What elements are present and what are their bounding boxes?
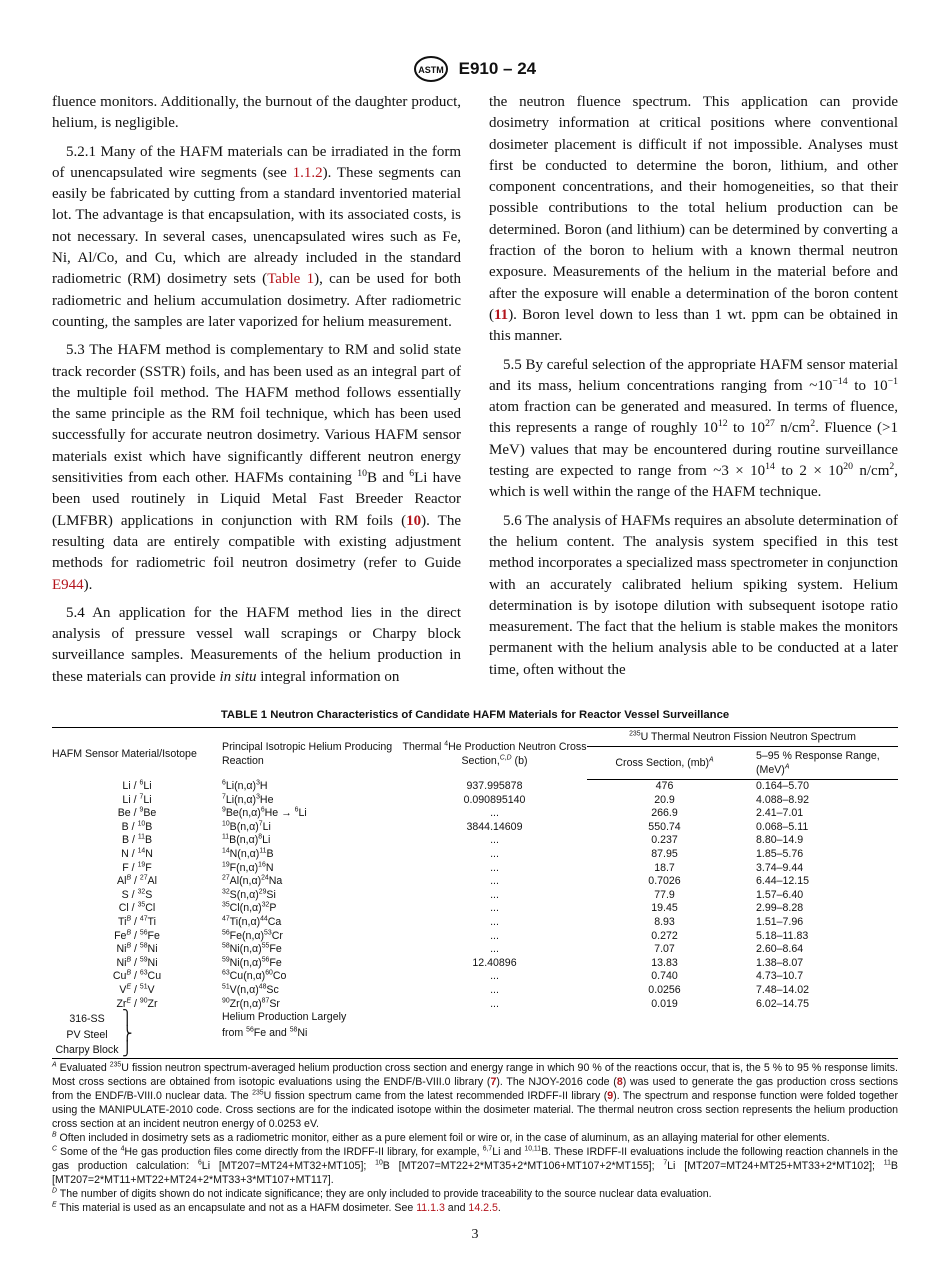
cell-material: B / $^{10}$B xyxy=(121,820,153,833)
cell-thermal-cross-section: ... xyxy=(490,970,499,983)
cell-thermal-cross-section: 937.995878 xyxy=(466,779,523,792)
cell-fission-cross-section: 0.740 xyxy=(651,970,678,983)
cell-fission-cross-section: 0.272 xyxy=(651,929,678,942)
cross-reference-link[interactable]: 9 xyxy=(607,1089,614,1102)
cell-reaction: $^7Li(n,\alpha)^3He$ xyxy=(222,793,274,806)
cell-empty xyxy=(587,1042,742,1058)
cell-material: Be / $^9$Be xyxy=(117,806,157,820)
cross-reference-link[interactable]: 11 xyxy=(494,306,509,323)
cell-empty xyxy=(742,1011,898,1027)
cell-material: Li / $^6$Li xyxy=(122,778,152,792)
cell-material: S / $^{32}$S xyxy=(121,888,153,901)
cell-fission-cross-section: 7.07 xyxy=(654,943,675,956)
cell-reaction: Helium Production Largely xyxy=(222,1011,347,1024)
cell-reaction: $^{32}S(n,\alpha)^{29}Si$ xyxy=(222,888,276,901)
cell-fission-cross-section: 550.74 xyxy=(648,820,681,833)
cell-response-range: 3.74–9.44 xyxy=(756,861,804,874)
cell-thermal-cross-section: ... xyxy=(490,861,499,874)
cell-response-range: 6.44–12.15 xyxy=(756,875,810,888)
cell-reaction xyxy=(222,1042,402,1058)
cell-material: $Fe^B / ^{56}Fe$ xyxy=(114,929,160,942)
cell-reaction: $^{56}Fe(n,\alpha)^{53}Cr$ xyxy=(222,929,283,942)
cell-thermal-cross-section: 12.40896 xyxy=(472,956,517,969)
cell-response-range: 5.18–11.83 xyxy=(756,929,809,942)
table-row-group xyxy=(52,1027,898,1043)
cell-response-range: 2.99–8.28 xyxy=(756,902,804,915)
cell-material: $Ti^B / ^{47}Ti$ xyxy=(118,915,156,928)
cell-reaction: $^9Be(n,\alpha)^6He \to ^6Li$ xyxy=(222,806,307,820)
cell-response-range: 2.60–8.64 xyxy=(756,943,804,956)
cell-response-range: 4.088–8.92 xyxy=(756,793,810,806)
footnote: $^B$ Often included in dosimetry sets as a radiometric monitor, either as a pure element foil or wire or, in the case of aluminum, as an allaying material for other elements. xyxy=(52,1131,830,1144)
cross-reference-link[interactable]: E944 xyxy=(52,576,84,593)
table-row xyxy=(52,875,898,889)
cell-fission-cross-section: 476 xyxy=(655,780,674,793)
cross-reference-link[interactable]: 8 xyxy=(616,1075,623,1088)
cell-material: $Ni^B / ^{58}Ni$ xyxy=(116,942,158,956)
cell-material: $V^E / ^{51}V$ xyxy=(119,983,155,996)
cell-reaction: $^{51}V(n,\alpha)^{48}Sc$ xyxy=(222,983,279,996)
cell-response-range: 0.164–5.70 xyxy=(756,780,810,793)
page-header xyxy=(52,56,898,86)
cell-response-range: 6.02–14.75 xyxy=(756,997,810,1010)
cell-thermal-cross-section: 0.090895140 xyxy=(463,793,526,806)
cell-reaction: $^{35}Cl(n,\alpha)^{32}P$ xyxy=(222,901,277,915)
table-row-group xyxy=(52,1042,898,1058)
cell-reaction: $^6Li(n,\alpha)^3H$ xyxy=(222,778,268,792)
table-row xyxy=(52,943,898,957)
cell-empty xyxy=(402,1011,587,1027)
table-row xyxy=(52,780,898,794)
table-footnotes xyxy=(52,1061,898,1215)
right-column xyxy=(489,92,898,688)
paragraph: 5.6 The analysis of HAFMs requires an absolute determination of the helium content. The analysis system specified in this test method incorporates a specialized mass spectrometer in conjunction with an accurately calibrated helium spiking system. Helium determination is by isotope dilution with subsequent isotope ratio measurement. The fact that the helium is stable makes the monitors permanent with the helium analysis able to be conducted at a later time, often without the xyxy=(489,512,898,678)
cell-thermal-cross-section: ... xyxy=(490,807,499,820)
cell-response-range: 8.80–14.9 xyxy=(756,834,804,847)
table-row xyxy=(52,998,898,1012)
footnote: $^A$ Evaluated $^{235}$U fission neutron spectrum-averaged helium production cross section and energy range in which 90 % of the reactions occur, that is, the 5 % to 95 % response limits. Most cross sections are obtained from isotopic evaluations using the ENDF/B-VIII.0 library (7). The NJOY-2016 code (8) was used to generate the gas production cross sections from the ENDF/B-VIII.0 nuclear data. The $^{235}$U fission spectrum came from the latest recommended IRDFF-II library (9). The spectrum and response function were folded together using the MANIPULATE-2010 code. Cross sections are for the indicated isotope within the dosimeter material. The thermal neutron cross section represents the helium production cross section at an incident neutron energy of 0.0253 eV. xyxy=(52,1061,899,1130)
cell-response-range: 1.85–5.76 xyxy=(756,847,804,860)
cell-material: $Al^B / ^{27}Al$ xyxy=(117,874,157,888)
cell-fission-cross-section: 0.7026 xyxy=(648,875,681,888)
cell-material: F / $^{19}$F xyxy=(122,861,152,874)
table-row xyxy=(52,848,898,862)
cross-reference-link[interactable]: 14.2.5 xyxy=(468,1201,498,1214)
cell-material: Li / $^7$Li xyxy=(122,793,152,806)
col-header-spectrum: $^{235}$U Thermal Neutron Fission Neutron Spectrum xyxy=(587,728,898,747)
col-header-cross-section: Cross Section, (mb)$^A$ xyxy=(587,747,742,780)
table-row xyxy=(52,807,898,821)
cell-reaction: $^{58}Ni(n,\alpha)^{55}Fe$ xyxy=(222,942,282,956)
table-row xyxy=(52,834,898,848)
table-row xyxy=(52,902,898,916)
cell-fission-cross-section: 0.237 xyxy=(651,834,678,847)
table-row xyxy=(52,984,898,998)
cell-material: Cl / $^{35}$Cl xyxy=(118,901,156,915)
cell-thermal-cross-section: ... xyxy=(490,997,499,1010)
cell-fission-cross-section: 19.45 xyxy=(651,902,678,915)
cross-reference-link[interactable]: 1.1.2 xyxy=(292,164,323,181)
cell-fission-cross-section: 13.83 xyxy=(651,956,678,969)
cell-reaction: $^{11}B(n,\alpha)^8Li$ xyxy=(222,833,271,847)
cell-empty xyxy=(587,1027,742,1043)
cell-empty xyxy=(742,1027,898,1043)
table-row xyxy=(52,970,898,984)
cell-fission-cross-section: 0.019 xyxy=(651,997,678,1010)
cell-reaction: $^{14}N(n,\alpha)^{11}B$ xyxy=(222,847,274,860)
paragraph: 5.2.1 Many of the HAFM materials can be irradiated in the form of unencapsulated wire segments (see 1.1.2). These segments can easily be fabricated by cutting from a standard inventoried material lot. The advantage is that encapsulation, with its associated costs, is not necessary. In several cases, unencapsulated wires such as Fe, Ni, Al/Co, and Cu, which are already included in the standard radiometric (RM) dosimetry sets (Table 1), can be used for both radiometric and helium accumulation dosimetry. After radiometric counting, the samples are later vaporized for helium measurement. xyxy=(52,143,461,330)
cell-reaction: $^{90}Zr(n,\alpha)^{87}Sr$ xyxy=(222,996,280,1010)
table-1 xyxy=(52,709,898,1215)
cell-fission-cross-section: 20.9 xyxy=(654,793,675,806)
cell-thermal-cross-section: ... xyxy=(490,875,499,888)
cell-thermal-cross-section: ... xyxy=(490,943,499,956)
cell-reaction: $^{27}Al(n,\alpha)^{24}Na$ xyxy=(222,874,283,888)
cell-thermal-cross-section: ... xyxy=(490,983,499,996)
footnote: $^C$ Some of the $^4$He gas production files come directly from the IRDFF-II library, for example, $^{6,7}$Li and $^{10,11}$B. These IRDFF-II evaluations include the following reaction channels in the gas production calculation: $^6$Li [MT207=MT24+MT32+MT105]; $^{10}$B [MT207=MT22+2*MT35+2*MT106+MT107+2*MT155]; $^7$Li [MT207=MT24+MT25+MT33+2*MT102]; $^{11}$B [MT207=2*MT11+MT22+MT24+2*MT33+3*MT107+MT117]. xyxy=(52,1145,898,1186)
cross-reference-link[interactable]: 7 xyxy=(490,1075,497,1088)
cell-response-range: 1.57–6.40 xyxy=(756,888,804,901)
cell-thermal-cross-section: ... xyxy=(490,915,499,928)
cell-fission-cross-section: 87.95 xyxy=(651,847,678,860)
cell-response-range: 7.48–14.02 xyxy=(756,983,810,996)
cell-thermal-cross-section: ... xyxy=(490,902,499,915)
cell-thermal-cross-section: ... xyxy=(490,847,499,860)
cell-fission-cross-section: 0.0256 xyxy=(648,983,681,996)
table-row-group xyxy=(52,1011,898,1027)
group-material: Charpy Block xyxy=(55,1044,119,1057)
col-header-reaction: Principal Isotropic Helium Producing Reaction xyxy=(222,728,402,780)
table-row xyxy=(52,862,898,876)
paragraph: 5.4 An application for the HAFM method lies in the direct analysis of pressure vessel wall scrapings or Charpy block surveillance samples. Measurements of the helium production in these materials can provide in situ integral information on xyxy=(52,604,461,685)
cross-reference-link[interactable]: 11.1.3 xyxy=(416,1201,445,1214)
table-title: TABLE 1 Neutron Characteristics of Candidate HAFM Materials for Reactor Vessel Surveillance xyxy=(220,709,730,722)
cell-material: $Cu^B / ^{63}Cu$ xyxy=(112,969,162,983)
cell-thermal-cross-section: 3844.14609 xyxy=(466,820,523,833)
paragraph: 5.3 The HAFM method is complementary to RM and solid state track recorder (SSTR) foils, and has been used as an integral part of the multiple foil method. The HAFM method follows essentially the same principle as the RM foil technique, which has been used successfully for accurate neutron dosimetry. Various HAFM sensor materials exist which have significantly different neutron energy sensitivities from each other. HAFMs containing $^{10}$B and $^6$Li have been used routinely in Liquid Metal Fast Breeder Reactor (LMFBR) applications in conjunction with RM foils (10). The resulting data are entirely compatible with existing adjustment methods for radiometric foil neutron dosimetry (refer to Guide E944). xyxy=(52,342,461,593)
body-columns xyxy=(52,92,898,695)
group-material: PV Steel xyxy=(66,1028,108,1041)
cell-material xyxy=(52,1042,222,1058)
svg-text:ASTM: ASTM xyxy=(418,65,444,75)
cell-reaction: $^{47}Ti(n,\alpha)^{44}Ca$ xyxy=(222,915,282,928)
table-row xyxy=(52,916,898,930)
cell-reaction: $^{10}B(n,\alpha)^7Li$ xyxy=(222,820,271,833)
cell-reaction: $^{19}F(n,\alpha)^{16}N$ xyxy=(222,861,274,874)
cell-empty xyxy=(402,1042,587,1058)
paragraph: the neutron fluence spectrum. This application can provide dosimetry information at critical positions where conventional dosimeter placement is difficult if not impossible. Analyses must first be conducted to determine the boron, lithium, and other component concentrations, and their homogeneities, so that their possible contributions to the total helium production can be determined. Boron (and lithium) can be determined by converting a fraction of the boron to helium with a known thermal neutron exposure. Measurements of the helium in the material before and after the exposure will enable a determination of the boron content (11). Boron level down to less than 1 wt. ppm can be obtained in this manner. xyxy=(489,94,898,345)
left-column xyxy=(52,92,461,695)
cell-fission-cross-section: 8.93 xyxy=(654,915,675,928)
cell-response-range: 4.73–10.7 xyxy=(756,970,804,983)
cell-response-range: 0.068–5.11 xyxy=(756,820,809,833)
brace-icon: ⎭ xyxy=(122,1040,133,1057)
table-body xyxy=(52,780,898,1059)
col-header-thermal: Thermal $^4$He Production Neutron Cross Section,$^{C,D}$ (b) xyxy=(402,728,587,780)
cell-material: $Ni^B / ^{59}Ni$ xyxy=(116,956,158,969)
cross-reference-link[interactable]: Table 1 xyxy=(267,271,315,288)
cell-material: $Zr^E / ^{90}Zr$ xyxy=(116,996,158,1010)
cell-thermal-cross-section: ... xyxy=(490,929,499,942)
footnote: $^E$ This material is used as an encapsulate and not as a HAFM dosimeter. See 11.1.3 and 14.2.5. xyxy=(52,1201,501,1214)
paragraph: 5.5 By careful selection of the appropriate HAFM sensor material and its mass, helium concentrations ranging from $\sim 10^{-14}$ to $10^{-1}$ atom fraction can be generated and measured. In terms of fluence, this represents a range of roughly $10^{12}$ to $10^{27}$ $n/cm^2$. Fluence (>1 MeV) values that may be encountered during routine surveillance testing are expected to range from ~3 × $10^{14}$ to $2 \times 10^{20}$ $n/cm^2$, which is well within the range of the HAFM technique. xyxy=(489,356,899,501)
cell-material: B / $^{11}$B xyxy=(121,833,153,847)
cell-material: N / $^{14}$N xyxy=(121,847,153,860)
cell-response-range: 1.38–8.07 xyxy=(756,956,804,969)
page-number: 3 xyxy=(471,1226,479,1242)
brace-icon: ⎬ xyxy=(122,1024,133,1041)
col-header-material: HAFM Sensor Material/Isotope xyxy=(52,728,222,780)
col-header-range: 5–95 % Response Range, (MeV)$^A$ xyxy=(742,747,898,780)
table-row xyxy=(52,821,898,835)
cell-material xyxy=(52,1011,222,1027)
cross-reference-link[interactable]: 10 xyxy=(406,512,422,529)
cell-empty xyxy=(587,1011,742,1027)
cell-fission-cross-section: 77.9 xyxy=(654,888,675,901)
cell-empty xyxy=(402,1027,587,1043)
cell-empty xyxy=(742,1042,898,1058)
cell-thermal-cross-section: ... xyxy=(490,834,499,847)
brace-icon: ⎫ xyxy=(122,1009,133,1026)
cell-reaction: $^{59}Ni(n,\alpha)^{56}Fe$ xyxy=(222,956,282,969)
table-row xyxy=(52,794,898,808)
table-row xyxy=(52,889,898,903)
footnote: $^D$ The number of digits shown do not indicate significance; they are only included to provide traceability to the source nuclear data evaluation. xyxy=(52,1187,712,1200)
cell-fission-cross-section: 18.7 xyxy=(654,861,675,874)
cell-reaction: from $^{56}$Fe and $^{58}$Ni xyxy=(222,1026,308,1039)
group-material: 316-SS xyxy=(69,1013,105,1026)
designation: E910 – 24 xyxy=(458,59,537,78)
cell-response-range: 1.51–7.96 xyxy=(756,915,804,928)
cell-response-range: 2.41–7.01 xyxy=(756,807,804,820)
cell-material xyxy=(52,1024,222,1043)
cell-thermal-cross-section: ... xyxy=(490,888,499,901)
table-row xyxy=(52,957,898,971)
cell-reaction: $^{63}Cu(n,\alpha)^{60}Co$ xyxy=(222,969,287,983)
paragraph: fluence monitors. Additionally, the burnout of the daughter product, helium, is negligible. xyxy=(52,94,461,132)
astm-logo-icon xyxy=(414,56,448,82)
table-row xyxy=(52,930,898,944)
cell-fission-cross-section: 266.9 xyxy=(651,807,678,820)
